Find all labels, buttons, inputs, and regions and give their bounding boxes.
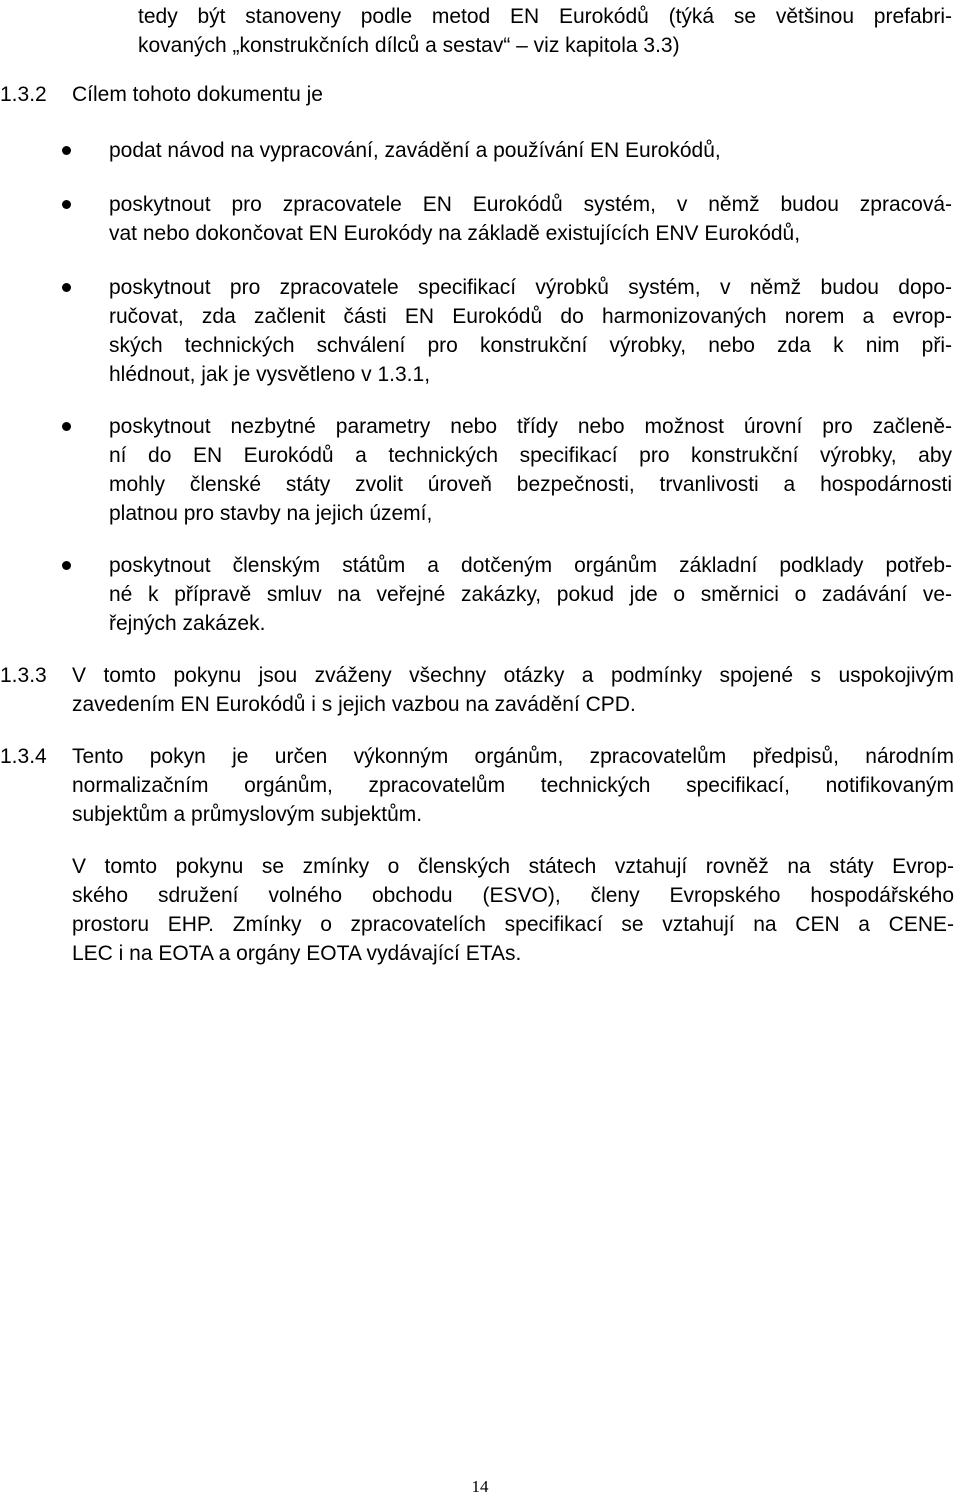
paragraph-line: zavedením EN Eurokódů i s jejich vazbou na zavádění CPD. [72, 693, 636, 716]
paragraph-line: subjektům a průmyslovým subjektům. [72, 803, 423, 826]
paragraph-line: prostoru EHP. Zmínky o zpracovatelích specifikací se vztahují na CEN a CENE- [72, 913, 954, 936]
page-number: 14 [471, 1477, 489, 1496]
paragraph-line: V tomto pokynu se zmínky o členských státech vztahují rovněž na státy Evrop- [72, 855, 954, 878]
bullet-icon [62, 422, 71, 431]
section-number: 1.3.4 [0, 745, 47, 768]
bullet-icon [62, 146, 71, 155]
paragraph-line: normalizačním orgánům, zpracovatelům technických specifikací, notifikovaným [72, 774, 954, 797]
intro-line: tedy být stanoveny podle metod EN Eurokódů (týká se většinou prefabri- [138, 5, 952, 28]
paragraph-line: Tento pokyn je určen výkonným orgánům, zpracovatelům předpisů, národním [72, 745, 954, 768]
paragraph-line: V tomto pokynu jsou zváženy všechny otázky a podmínky spojené s uspokojivým [72, 664, 954, 687]
bullet-item [109, 551, 952, 638]
bullet-item [109, 412, 952, 528]
bullet-line: ručovat, zda začlenit části EN Eurokódů do harmonizovaných norem a evrop- [109, 305, 952, 328]
bullet-line: poskytnout pro zpracovatele EN Eurokódů systém, v němž budou zpracová- [109, 193, 952, 216]
intro-paragraph [138, 2, 952, 60]
bullet-item [109, 273, 952, 389]
bullet-line: vat nebo dokončovat EN Eurokódy na základě existujících ENV Eurokódů, [109, 222, 801, 245]
bullet-line: ských technických schválení pro konstrukční výrobky, nebo zda k nim při- [109, 334, 952, 357]
paragraph-line: LEC i na EOTA a orgány EOTA vydávající ETAs. [72, 942, 522, 965]
bullet-item [109, 136, 952, 165]
section-paragraph [72, 742, 954, 829]
bullet-item [109, 190, 952, 248]
bullet-line: poskytnout členským státům a dotčeným orgánům základní podklady potřeb- [109, 554, 952, 577]
esvo-paragraph [72, 852, 954, 968]
bullet-icon [62, 283, 71, 292]
bullet-line: poskytnout nezbytné parametry nebo třídy nebo možnost úrovní pro začleně- [109, 415, 952, 438]
bullet-line: hlédnout, jak je vysvětleno v 1.3.1, [109, 363, 431, 386]
section-number: 1.3.2 [0, 83, 47, 106]
bullet-icon [62, 200, 71, 209]
bullet-line: podat návod na vypracování, zavádění a používání EN Eurokódů, [109, 139, 721, 162]
bullet-line: platnou pro stavby na jejich území, [109, 502, 433, 525]
section-number: 1.3.3 [0, 664, 47, 687]
bullet-line: řejných zakázek. [109, 612, 266, 635]
section-paragraph [72, 661, 954, 719]
paragraph-line: ského sdružení volného obchodu (ESVO), členy Evropského hospodářského [72, 884, 954, 907]
intro-line: kovaných „konstrukčních dílců a sestav“ – viz kapitola 3.3) [138, 34, 680, 57]
bullet-line: ní do EN Eurokódů a technických specifikací pro konstrukční výrobky, aby [109, 444, 952, 467]
bullet-line: né k přípravě smluv na veřejné zakázky, pokud jde o směrnici o zadávání ve- [109, 583, 952, 606]
section-heading: Cílem tohoto dokumentu je [72, 83, 323, 106]
bullet-line: mohly členské státy zvolit úroveň bezpečnosti, trvanlivosti a hospodárnosti [109, 473, 952, 496]
bullet-icon [62, 561, 71, 570]
bullet-line: poskytnout pro zpracovatele specifikací výrobků systém, v němž budou dopo- [109, 276, 952, 299]
